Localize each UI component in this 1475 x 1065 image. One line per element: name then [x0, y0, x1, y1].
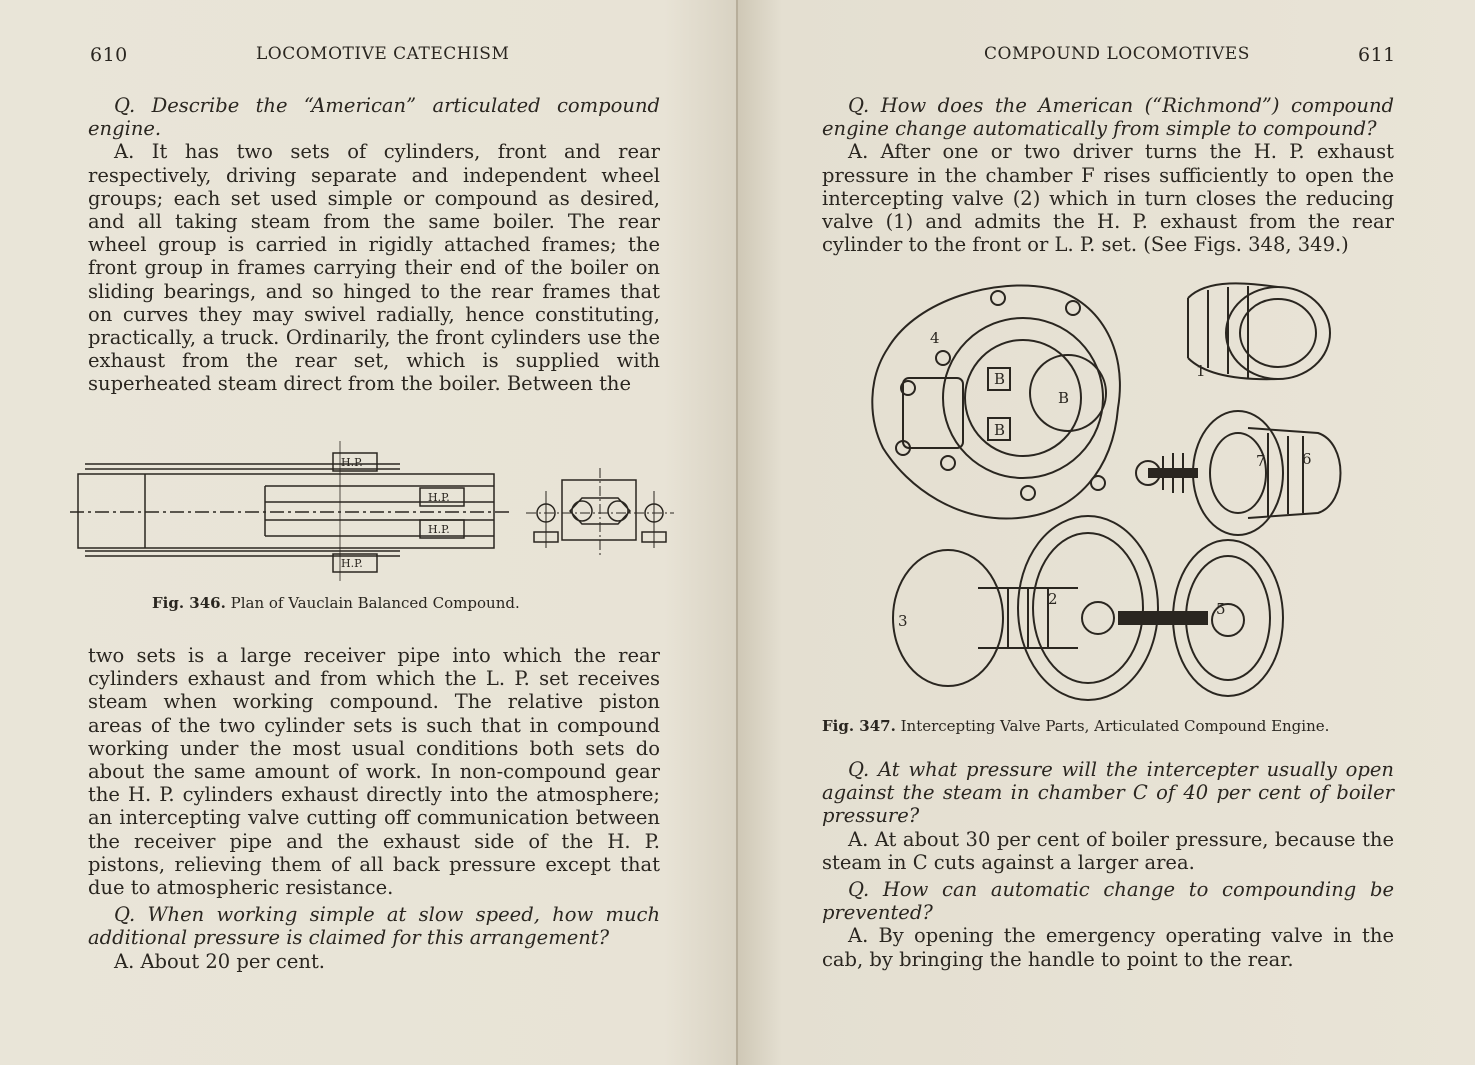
hp-label-1: H.P.: [341, 456, 363, 469]
left-answer-2: A. About 20 per cent.: [114, 949, 325, 973]
right-page: [738, 0, 1475, 1065]
figure-347-caption: [822, 717, 1329, 735]
right-page-number: 611: [1358, 44, 1396, 66]
left-answer-1-part1: A. It has two sets of cylinders, front and rear respectively, driving separate and independent wheel groups; each set used simple or compound as desired, and all taking steam from the same boiler. The rear wheel group is carried in rigidly attached frames; the front group in frames carrying their end of the boiler on sliding bearings, and so hinged to the rear frames that on curves they may swivel radially, hence constituting, practically, a truck. Ordinarily, the front cylinders use the exhaust from the rear set, which is supplied with superheated steam direct from the boiler. Between the: [88, 140, 660, 396]
left-text-top: [88, 94, 660, 396]
left-page-number: 610: [90, 44, 128, 66]
right-running-head: COMPOUND LOCOMOTIVES: [984, 44, 1250, 64]
figure-346-diagram: [70, 436, 690, 586]
hp-label-3: H.P.: [428, 523, 450, 536]
figure-347-number: Fig. 347.: [822, 717, 896, 735]
part-label-5: 5: [1216, 600, 1226, 618]
part-label-b2: B: [1058, 389, 1070, 407]
part-label-b3: B: [994, 421, 1006, 439]
right-answer-3: A. By opening the emergency operating valve in the cab, by bringing the handle to point to the rear.: [822, 924, 1394, 971]
part-label-1: 1: [1196, 362, 1206, 380]
left-text-bottom: [88, 644, 660, 973]
part-label-3: 3: [898, 612, 908, 630]
figure-346-caption: [152, 594, 520, 612]
right-text-bottom: [822, 758, 1394, 971]
figure-347-title: Intercepting Valve Parts, Articulated Compound Engine.: [900, 717, 1330, 735]
left-question-2: Q. When working simple at slow speed, how much additional pressure is claimed for this arrangement?: [88, 903, 660, 950]
hp-label-4: H.P.: [341, 557, 363, 570]
part-label-6: 6: [1302, 450, 1312, 468]
right-answer-2: A. At about 30 per cent of boiler pressure, because the steam in C cuts against a larger area.: [822, 827, 1394, 874]
right-answer-1: A. After one or two driver turns the H. P. exhaust pressure in the chamber F rises sufficiently to open the intercepting valve (2) which in turn closes the reducing valve (1) and admits the H. P. exhaust from the rear cylinder to the front or L. P. set. (See Figs. 348, 349.): [822, 140, 1394, 257]
left-question-1: Q. Describe the “American” articulated compound engine.: [88, 94, 660, 141]
right-question-3: Q. How can automatic change to compounding be prevented?: [822, 878, 1394, 925]
left-running-head: LOCOMOTIVE CATECHISM: [256, 44, 510, 64]
figure-347-diagram: [848, 268, 1408, 708]
right-text-top: [822, 94, 1394, 256]
part-label-b1: B: [994, 370, 1006, 388]
right-question-2: Q. At what pressure will the intercepter usually open against the steam in chamber C of 40 per cent of boiler pressure?: [822, 758, 1394, 828]
hp-label-2: H.P.: [428, 491, 450, 504]
figure-346-number: Fig. 346.: [152, 594, 226, 612]
part-label-2: 2: [1048, 590, 1058, 608]
left-answer-1-part2: two sets is a large receiver pipe into which the rear cylinders exhaust and from which the L. P. set receives steam when working compound. The relative piston areas of the two cylinder sets is such that in compound working under the most usual conditions both sets do about the same amount of work. In non-compound gear the H. P. cylinders exhaust directly into the atmosphere; an intercepting valve cutting off communication between the receiver pipe and the exhaust side of the H. P. pistons, relieving them of all back pressure except that due to atmospheric resistance.: [88, 644, 660, 900]
right-question-1: Q. How does the American (“Richmond”) compound engine change automatically from simple to compound?: [822, 94, 1394, 141]
part-label-4: 4: [930, 329, 940, 347]
figure-346-title: Plan of Vauclain Balanced Compound.: [230, 594, 520, 612]
part-label-7: 7: [1256, 452, 1266, 470]
